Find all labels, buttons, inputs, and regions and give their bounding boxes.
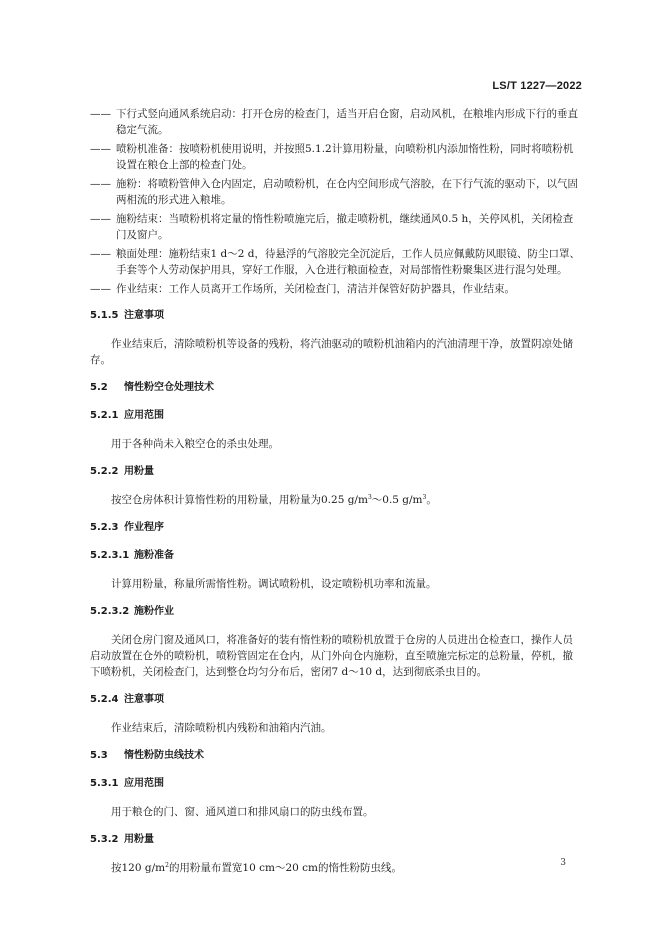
list-item-text: 施粉结束：当喷粉机将定量的惰性粉喷施完后，撤走喷粉机，继续通风0.5 h，关停风机，关闭检查门及窗户。 <box>116 213 574 241</box>
dash-marker: —— <box>90 108 111 120</box>
standard-code: LS/T 1227—2022 <box>492 80 582 92</box>
section-heading-5-2-4 <box>90 692 582 708</box>
list-item <box>90 106 582 138</box>
text-run: 按120 g/m <box>111 862 166 874</box>
text-run: 按空仓房体积计算惰性粉的用粉量，用粉量为0.25 g/m <box>111 494 368 506</box>
paragraph: 计算用粉量，称量所需惰性粉。调试喷粉机，设定喷粉机功率和流量。 <box>111 578 437 590</box>
section-heading-5-2-3-1 <box>90 548 582 564</box>
section-title: 用粉量 <box>124 466 154 477</box>
section-heading-5-2-3 <box>90 520 582 536</box>
superscript: 3 <box>367 494 372 501</box>
paragraph: 用于各种尚未入粮空仓的杀虫处理。 <box>111 438 279 450</box>
dash-marker: —— <box>90 283 111 295</box>
section-heading-5-3-1 <box>90 776 582 792</box>
list-item <box>90 211 582 243</box>
section-heading-5-3 <box>90 748 582 764</box>
paragraph: 作业结束后，清除喷粉机等设备的残粉，将汽油驱动的喷粉机油箱内的汽油清理干净，放置阴凉处储存。 <box>90 338 573 366</box>
section-number: 5.2.1 <box>90 410 119 421</box>
text-run: ～0.5 g/m <box>371 494 423 506</box>
section-title: 应用范围 <box>124 410 164 421</box>
section-number: 5.1.5 <box>90 310 119 321</box>
section-number: 5.2.4 <box>90 694 119 705</box>
paragraph: 作业结束后，清除喷粉机内残粉和油箱内汽油。 <box>111 722 332 734</box>
superscript: 2 <box>165 862 169 869</box>
section-heading-5-2 <box>90 380 582 396</box>
section-number: 5.2 <box>90 382 108 393</box>
dash-marker: —— <box>90 213 111 225</box>
section-heading-5-1-5 <box>90 308 582 324</box>
document-body <box>90 106 582 876</box>
section-title: 施粉准备 <box>134 550 174 561</box>
dash-marker: —— <box>90 178 111 190</box>
text-run: 。 <box>426 494 437 506</box>
section-number: 5.3.2 <box>90 834 119 845</box>
section-title: 注意事项 <box>124 694 164 705</box>
section-number: 5.2.3.1 <box>90 550 130 561</box>
list-item-text: 下行式竖向通风系统启动：打开仓房的检查门，适当开启仓窗，启动风机，在粮堆内形成下行的垂直稳定气流。 <box>116 108 578 136</box>
text-run: 的用粉量布置宽10 cm～20 cm的惰性粉防虫线。 <box>168 862 403 874</box>
section-title: 惰性粉防虫线技术 <box>124 750 204 761</box>
section-heading-5-2-1 <box>90 408 582 424</box>
section-number: 5.2.2 <box>90 466 119 477</box>
paragraph <box>90 492 582 508</box>
section-number: 5.3.1 <box>90 778 119 789</box>
section-title: 作业程序 <box>124 522 164 533</box>
dash-marker: —— <box>90 248 111 260</box>
section-heading-5-2-2 <box>90 464 582 480</box>
list-item <box>90 176 582 208</box>
list-item-text: 施粉：将喷粉管伸入仓内固定，启动喷粉机，在仓内空间形成气溶胶，在下行气流的驱动下，以气固两相流的形式进入粮堆。 <box>116 178 578 206</box>
section-title: 注意事项 <box>124 310 164 321</box>
section-title: 惰性粉空仓处理技术 <box>124 382 214 393</box>
section-number: 5.3 <box>90 750 108 761</box>
list-item <box>90 281 582 297</box>
section-title: 应用范围 <box>124 778 164 789</box>
paragraph <box>90 860 582 876</box>
list-item-text: 粮面处理：施粉结束1 d～2 d，待悬浮的气溶胶完全沉淀后，工作人员应佩戴防风眼镜、防尘口罩、手套等个人劳动保护用具，穿好工作服，入仓进行粮面检查，对局部惰性粉聚集区进行混匀处理。 <box>116 248 580 276</box>
list-item <box>90 141 582 173</box>
section-number: 5.2.3.2 <box>90 606 130 617</box>
section-number: 5.2.3 <box>90 522 119 533</box>
list-item-text: 喷粉机准备：按喷粉机使用说明，并按照5.1.2计算用粉量，向喷粉机内添加惰性粉，同时将喷粉机设置在粮仓上部的检查门处。 <box>116 143 574 171</box>
dash-marker: —— <box>90 143 111 155</box>
superscript: 3 <box>422 494 427 501</box>
section-title: 用粉量 <box>124 834 154 845</box>
page-number: 3 <box>560 858 566 868</box>
section-heading-5-2-3-2 <box>90 604 582 620</box>
paragraph: 关闭仓房门窗及通风口，将准备好的装有惰性粉的喷粉机放置于仓房的人员进出仓检查口，操作人员启动放置在仓外的喷粉机，喷粉管固定在仓内，从门外向仓内施粉，直至喷施完标定的总粉量，停机，撤下喷粉机，关闭检查门，达到整仓均匀分布后，密闭7 d～10 d，达到彻底杀虫目的。 <box>90 634 573 678</box>
paragraph: 用于粮仓的门、窗、通风道口和排风扇口的防虫线布置。 <box>111 806 374 818</box>
list-item <box>90 246 582 278</box>
section-title: 施粉作业 <box>134 606 174 617</box>
list-item-text: 作业结束：工作人员离开工作场所，关闭检查门，清洁并保管好防护器具，作业结束。 <box>116 283 515 295</box>
section-heading-5-3-2 <box>90 832 582 848</box>
